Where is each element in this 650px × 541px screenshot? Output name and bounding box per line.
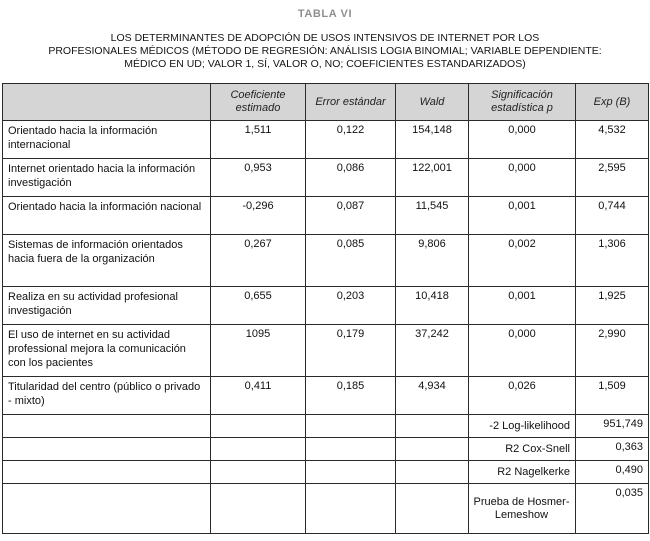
stat-value: 0,490 [576, 461, 649, 484]
table-row [3, 121, 649, 159]
regression-table [2, 83, 649, 534]
exp-cell: 1,925 [576, 287, 649, 325]
empty-cell [211, 461, 306, 484]
coef-cell: 0,267 [211, 235, 306, 287]
header-coeficiente: Coeficiente estimado [211, 84, 306, 121]
exp-cell: 1,509 [576, 377, 649, 415]
exp-cell: 1,306 [576, 235, 649, 287]
error-cell: 0,179 [306, 325, 396, 377]
coef-cell: 0,655 [211, 287, 306, 325]
empty-cell [3, 438, 211, 461]
table-subtitle [2, 32, 648, 71]
error-cell: 0,087 [306, 197, 396, 235]
table-title: TABLA VI [297, 8, 353, 20]
empty-cell [3, 461, 211, 484]
empty-cell [306, 415, 396, 438]
coef-cell: 0,411 [211, 377, 306, 415]
coef-cell: 1095 [211, 325, 306, 377]
coef-cell: 1,511 [211, 121, 306, 159]
empty-cell [396, 484, 469, 534]
footer-row [3, 415, 649, 438]
row-label: Realiza en su actividad profesional investigación [3, 287, 211, 325]
table-row [3, 197, 649, 235]
stat-value: 951,749 [576, 415, 649, 438]
row-label: Orientado hacia la información nacional [3, 197, 211, 235]
empty-cell [211, 484, 306, 534]
sig-cell: 0,001 [469, 197, 576, 235]
wald-cell: 4,934 [396, 377, 469, 415]
row-label: El uso de internet en su actividad professional mejora la comunicación con los pacientes [3, 325, 211, 377]
empty-cell [3, 484, 211, 534]
sig-cell: 0,000 [469, 325, 576, 377]
header-empty [3, 84, 211, 121]
wald-cell: 10,418 [396, 287, 469, 325]
coef-cell: -0,296 [211, 197, 306, 235]
subtitle-line-3: MÉDICO EN UD; VALOR 1, SÍ, VALOR O, NO; COEFICIENTES ESTANDARIZADOS) [124, 58, 526, 70]
error-cell: 0,185 [306, 377, 396, 415]
empty-cell [211, 415, 306, 438]
wald-cell: 154,148 [396, 121, 469, 159]
stat-label: -2 Log-likelihood [469, 415, 576, 438]
stat-label: R2 Nagelkerke [469, 461, 576, 484]
stat-value: 0,363 [576, 438, 649, 461]
header-significacion: Significación estadística p [469, 84, 576, 121]
coef-cell: 0,953 [211, 159, 306, 197]
table-row [3, 377, 649, 415]
row-label: Internet orientado hacia la información investigación [3, 159, 211, 197]
empty-cell [211, 438, 306, 461]
error-cell: 0,085 [306, 235, 396, 287]
header-error: Error estándar [306, 84, 396, 121]
row-label: Titularidad del centro (público o privado - mixto) [3, 377, 211, 415]
row-label: Orientado hacia la información internacional [3, 121, 211, 159]
exp-cell: 2,595 [576, 159, 649, 197]
wald-cell: 11,545 [396, 197, 469, 235]
header-row [3, 84, 649, 121]
table-row [3, 325, 649, 377]
sig-cell: 0,000 [469, 121, 576, 159]
footer-row [3, 438, 649, 461]
exp-cell: 0,744 [576, 197, 649, 235]
subtitle-line-1: LOS DETERMINANTES DE ADOPCIÓN DE USOS INTENSIVOS DE INTERNET POR LOS [110, 32, 540, 44]
stat-label: R2 Cox-Snell [469, 438, 576, 461]
sig-cell: 0,001 [469, 287, 576, 325]
table-row [3, 287, 649, 325]
error-cell: 0,203 [306, 287, 396, 325]
sig-cell: 0,026 [469, 377, 576, 415]
footer-row [3, 461, 649, 484]
subtitle-line-2: PROFESIONALES MÉDICOS (MÉTODO DE REGRESIÓN: ANÁLISIS LOGIA BINOMIAL; VARIABLE DEPENDIENTE: [48, 45, 602, 57]
exp-cell: 4,532 [576, 121, 649, 159]
wald-cell: 37,242 [396, 325, 469, 377]
empty-cell [396, 415, 469, 438]
header-exp-b: Exp (B) [576, 84, 649, 121]
exp-cell: 2,990 [576, 325, 649, 377]
stat-label: Prueba de Hosmer- Lemeshow [469, 484, 576, 534]
stat-value: 0,035 [576, 484, 649, 534]
footer-row [3, 484, 649, 534]
empty-cell [306, 438, 396, 461]
error-cell: 0,122 [306, 121, 396, 159]
error-cell: 0,086 [306, 159, 396, 197]
wald-cell: 122,001 [396, 159, 469, 197]
table-row [3, 159, 649, 197]
wald-cell: 9,806 [396, 235, 469, 287]
empty-cell [396, 438, 469, 461]
row-label: Sistemas de información orientados hacia fuera de la organización [3, 235, 211, 287]
table-row [3, 235, 649, 287]
empty-cell [306, 461, 396, 484]
sig-cell: 0,002 [469, 235, 576, 287]
empty-cell [396, 461, 469, 484]
header-wald: Wald [396, 84, 469, 121]
empty-cell [3, 415, 211, 438]
empty-cell [306, 484, 396, 534]
sig-cell: 0,000 [469, 159, 576, 197]
